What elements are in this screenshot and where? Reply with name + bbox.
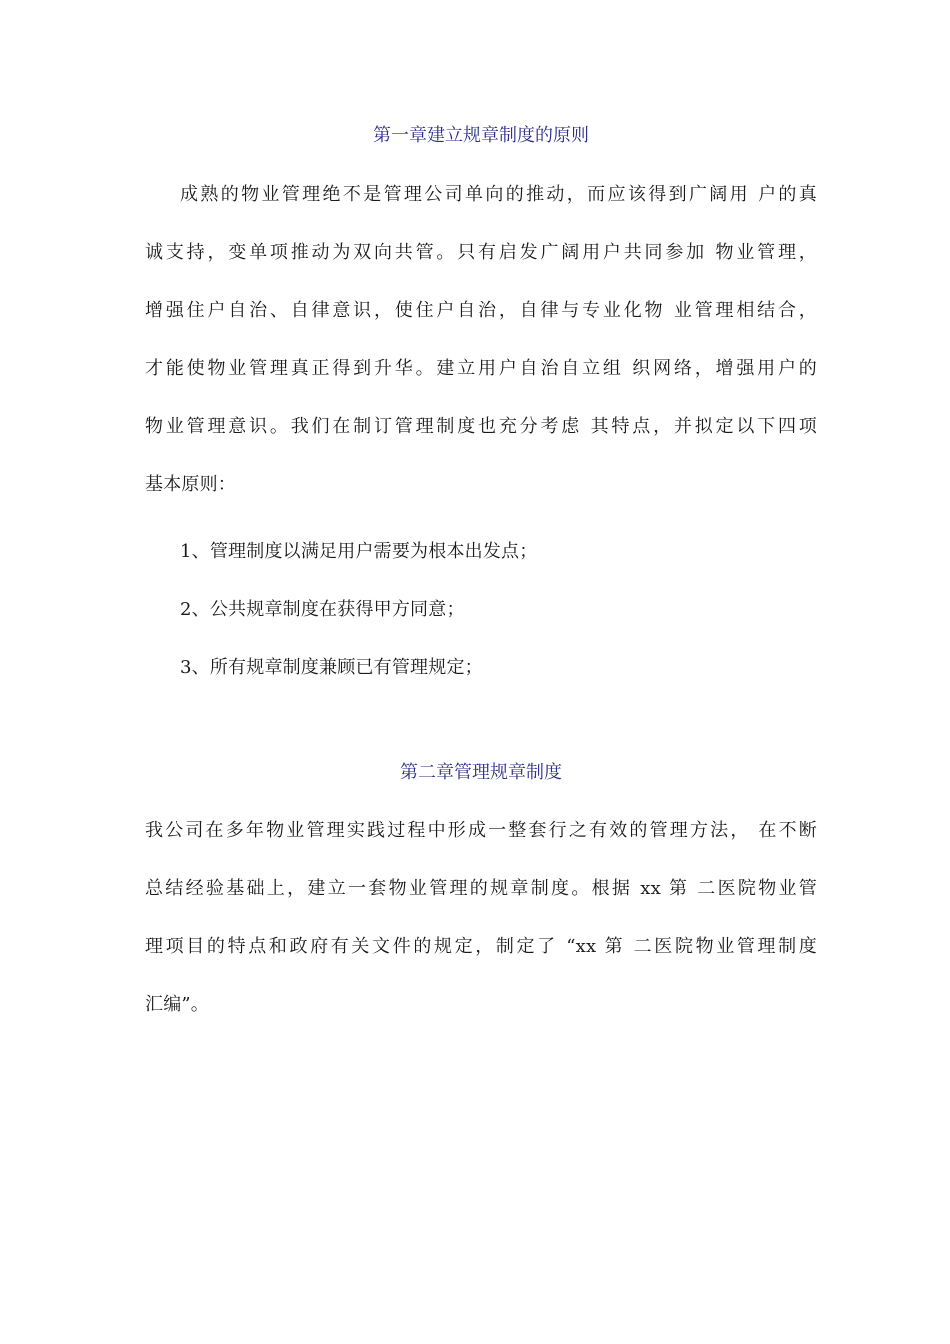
principle-list-item: 3、所有规章制度兼顾已有管理规定；: [180, 657, 483, 678]
chapter1-paragraph-line: 才能使物业管理真正得到升华。建立用户自治自立组 织网络，增强用户的: [145, 358, 817, 379]
chapter1-paragraph-line: 基本原则：: [145, 474, 236, 495]
chapter1-heading: 第一章建立规章制度的原则: [373, 125, 589, 146]
chapter2-heading: 第二章管理规章制度: [400, 762, 562, 783]
chapter2-paragraph-line: 理项目的特点和政府有关文件的规定，制定了 “xx 第 二医院物业管理制度: [145, 936, 817, 957]
chapter1-paragraph-line: 物业管理意识。我们在制订管理制度也充分考虑 其特点，并拟定以下四项: [145, 416, 817, 437]
chapter2-paragraph-line: 总结经验基础上，建立一套物业管理的规章制度。根据 xx 第 二医院物业管: [145, 878, 817, 899]
chapter1-paragraph-line: 诚支持，变单项推动为双向共管。只有启发广阔用户共同参加 物业管理，: [145, 242, 817, 263]
chapter2-paragraph-line: 我公司在多年物业管理实践过程中形成一整套行之有效的管理方法， 在不断: [145, 820, 817, 841]
principle-list-item: 1、管理制度以满足用户需要为根本出发点；: [180, 541, 538, 562]
chapter1-paragraph-line: 增强住户自治、自律意识，使住户自治，自律与专业化物 业管理相结合，: [145, 300, 817, 321]
chapter1-paragraph-line: 成熟的物业管理绝不是管理公司单向的推动，而应该得到广阔用 户的真: [180, 184, 817, 205]
chapter2-paragraph-line: 汇编”。: [145, 994, 210, 1015]
principle-list-item: 2、公共规章制度在获得甲方同意；: [180, 599, 465, 620]
